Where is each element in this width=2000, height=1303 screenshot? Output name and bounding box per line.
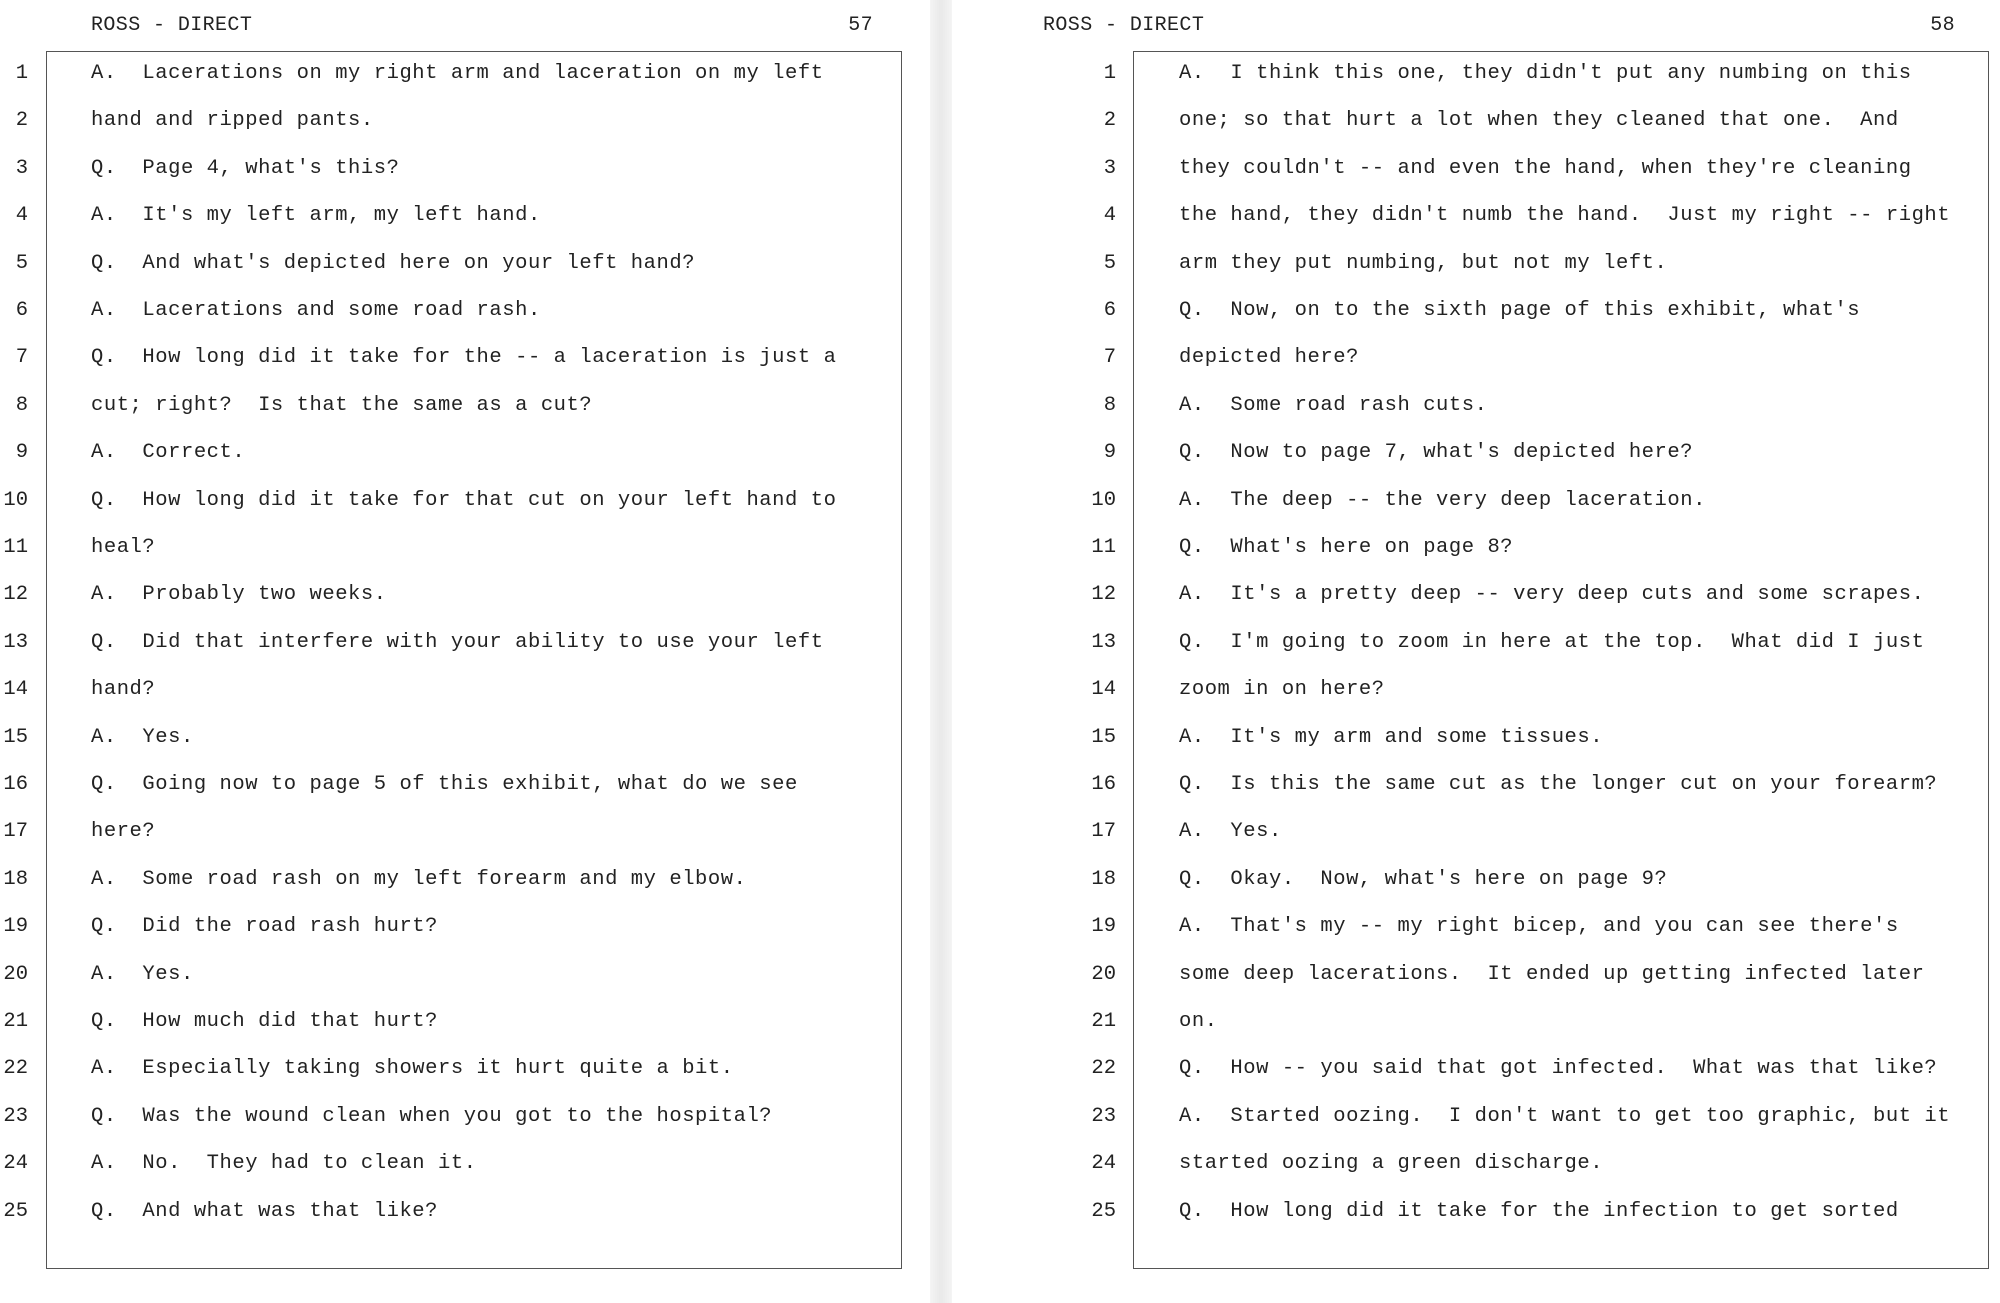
line-number: 14 bbox=[1091, 678, 1116, 702]
transcript-line bbox=[0, 193, 930, 239]
transcript-line bbox=[0, 952, 930, 998]
line-text: started oozing a green discharge. bbox=[1179, 1152, 1604, 1176]
transcript-line bbox=[952, 715, 2000, 761]
line-text: they couldn't -- and even the hand, when they're cleaning bbox=[1179, 156, 1912, 180]
line-number: 19 bbox=[3, 915, 28, 939]
line-text: cut; right? Is that the same as a cut? bbox=[91, 393, 593, 417]
line-text: A. No. They had to clean it. bbox=[91, 1152, 477, 1176]
line-number: 4 bbox=[15, 204, 28, 228]
line-number: 8 bbox=[15, 393, 28, 417]
line-text: Q. And what was that like? bbox=[91, 1199, 439, 1223]
transcript-line bbox=[952, 430, 2000, 476]
transcript-line bbox=[952, 762, 2000, 808]
line-text: Q. Okay. Now, what's here on page 9? bbox=[1179, 867, 1668, 891]
transcript-line bbox=[952, 98, 2000, 144]
line-number: 1 bbox=[15, 62, 28, 85]
transcript-page-58 bbox=[952, 0, 2000, 1303]
transcript-line bbox=[952, 1046, 2000, 1092]
line-text: A. Some road rash cuts. bbox=[1179, 393, 1488, 417]
line-number: 18 bbox=[3, 867, 28, 891]
line-number: 23 bbox=[1091, 1104, 1116, 1128]
line-number: 20 bbox=[3, 962, 28, 986]
line-text: arm they put numbing, but not my left. bbox=[1179, 251, 1668, 275]
line-number: 15 bbox=[3, 725, 28, 749]
transcript-line bbox=[0, 809, 930, 855]
transcript-line bbox=[952, 51, 2000, 97]
line-number: 12 bbox=[3, 583, 28, 607]
line-number: 3 bbox=[15, 156, 28, 180]
transcript-line bbox=[0, 715, 930, 761]
transcript-line bbox=[952, 857, 2000, 903]
transcript-line bbox=[952, 999, 2000, 1045]
line-number: 14 bbox=[3, 678, 28, 702]
line-text: heal? bbox=[91, 536, 156, 559]
transcript-line bbox=[0, 1189, 930, 1235]
line-text: Q. How -- you said that got infected. What was that like? bbox=[1179, 1057, 1938, 1081]
line-number: 12 bbox=[1091, 583, 1116, 607]
line-text: Q. How long did it take for the -- a laceration is just a bbox=[91, 346, 837, 370]
line-number: 10 bbox=[3, 488, 28, 512]
line-text: A. It's a pretty deep -- very deep cuts and some scrapes. bbox=[1179, 583, 1925, 607]
line-number: 10 bbox=[1091, 488, 1116, 512]
line-text: Q. Page 4, what's this? bbox=[91, 156, 400, 180]
line-text: A. Some road rash on my left forearm and my elbow. bbox=[91, 867, 747, 891]
transcript-line bbox=[952, 904, 2000, 950]
line-number: 22 bbox=[3, 1057, 28, 1081]
line-text: A. Lacerations on my right arm and laceration on my left bbox=[91, 62, 824, 85]
line-number: 21 bbox=[1091, 1010, 1116, 1033]
line-text: Q. Did that interfere with your ability to use your left bbox=[91, 630, 824, 654]
line-text: Q. I'm going to zoom in here at the top. What did I just bbox=[1179, 630, 1925, 654]
line-text: A. Probably two weeks. bbox=[91, 583, 387, 607]
transcript-line bbox=[952, 193, 2000, 239]
line-text: A. Correct. bbox=[91, 441, 246, 465]
line-number: 17 bbox=[1091, 820, 1116, 844]
line-number: 2 bbox=[15, 109, 28, 133]
transcript-line bbox=[952, 335, 2000, 381]
transcript-line bbox=[0, 98, 930, 144]
transcript-line bbox=[952, 620, 2000, 666]
line-number: 9 bbox=[15, 441, 28, 465]
transcript-line bbox=[0, 241, 930, 287]
transcript-line bbox=[0, 146, 930, 192]
line-text: here? bbox=[91, 820, 156, 844]
line-number: 16 bbox=[1091, 773, 1116, 796]
transcript-line bbox=[0, 335, 930, 381]
line-text: Q. How long did it take for that cut on your left hand to bbox=[91, 488, 837, 512]
page-divider bbox=[930, 0, 952, 1303]
line-text: A. The deep -- the very deep laceration. bbox=[1179, 488, 1706, 512]
transcript-line bbox=[0, 857, 930, 903]
line-text: A. Yes. bbox=[91, 725, 194, 749]
line-text: depicted here? bbox=[1179, 346, 1359, 370]
line-number: 24 bbox=[1091, 1152, 1116, 1176]
transcript-line bbox=[0, 383, 930, 429]
line-number: 11 bbox=[3, 536, 28, 559]
page-number: 58 bbox=[1930, 14, 1955, 37]
transcript-line bbox=[0, 999, 930, 1045]
line-number: 21 bbox=[3, 1010, 28, 1033]
transcript-line bbox=[952, 288, 2000, 334]
line-number: 13 bbox=[1091, 630, 1116, 654]
transcript-line bbox=[0, 288, 930, 334]
line-text: Q. Now to page 7, what's depicted here? bbox=[1179, 441, 1694, 465]
line-number: 15 bbox=[1091, 725, 1116, 749]
transcript-line bbox=[952, 1141, 2000, 1187]
transcript-page-57 bbox=[0, 0, 930, 1303]
line-number: 19 bbox=[1091, 915, 1116, 939]
line-text: A. It's my left arm, my left hand. bbox=[91, 204, 541, 228]
transcript-line bbox=[0, 1094, 930, 1140]
line-text: A. I think this one, they didn't put any numbing on this bbox=[1179, 62, 1912, 85]
transcript-line bbox=[0, 620, 930, 666]
transcript-line bbox=[0, 525, 930, 571]
line-number: 16 bbox=[3, 773, 28, 796]
line-text: Q. Did the road rash hurt? bbox=[91, 915, 439, 939]
line-text: zoom in on here? bbox=[1179, 678, 1385, 702]
transcript-line bbox=[952, 146, 2000, 192]
transcript-line bbox=[952, 383, 2000, 429]
line-number: 24 bbox=[3, 1152, 28, 1176]
line-text: Q. Is this the same cut as the longer cut on your forearm? bbox=[1179, 773, 1938, 796]
line-number: 6 bbox=[1103, 299, 1116, 322]
transcript-line bbox=[0, 572, 930, 618]
transcript-line bbox=[952, 1189, 2000, 1235]
line-number: 7 bbox=[1103, 346, 1116, 370]
line-number: 17 bbox=[3, 820, 28, 844]
transcript-line bbox=[952, 478, 2000, 524]
line-number: 3 bbox=[1103, 156, 1116, 180]
line-number: 13 bbox=[3, 630, 28, 654]
line-text: one; so that hurt a lot when they cleaned that one. And bbox=[1179, 109, 1899, 133]
line-text: on. bbox=[1179, 1010, 1218, 1033]
line-number: 25 bbox=[1091, 1199, 1116, 1223]
line-text: Q. Now, on to the sixth page of this exhibit, what's bbox=[1179, 299, 1861, 322]
line-text: Q. And what's depicted here on your left hand? bbox=[91, 251, 696, 275]
line-text: A. Especially taking showers it hurt quite a bit. bbox=[91, 1057, 734, 1081]
line-number: 1 bbox=[1103, 62, 1116, 85]
transcript-line bbox=[0, 904, 930, 950]
transcript-line bbox=[952, 241, 2000, 287]
line-text: A. Yes. bbox=[1179, 820, 1282, 844]
transcript-line bbox=[0, 667, 930, 713]
line-number: 25 bbox=[3, 1199, 28, 1223]
line-number: 7 bbox=[15, 346, 28, 370]
transcript-line bbox=[952, 1094, 2000, 1140]
line-number: 8 bbox=[1103, 393, 1116, 417]
line-number: 11 bbox=[1091, 536, 1116, 559]
line-text: A. Lacerations and some road rash. bbox=[91, 299, 541, 322]
line-number: 5 bbox=[15, 251, 28, 275]
line-number: 20 bbox=[1091, 962, 1116, 986]
transcript-line bbox=[952, 572, 2000, 618]
line-text: Q. Going now to page 5 of this exhibit, what do we see bbox=[91, 773, 798, 796]
line-text: A. Yes. bbox=[91, 962, 194, 986]
line-number: 5 bbox=[1103, 251, 1116, 275]
line-text: Q. What's here on page 8? bbox=[1179, 536, 1514, 559]
line-text: some deep lacerations. It ended up getting infected later bbox=[1179, 962, 1925, 986]
line-number: 4 bbox=[1103, 204, 1116, 228]
line-text: Q. Was the wound clean when you got to the hospital? bbox=[91, 1104, 773, 1128]
line-number: 2 bbox=[1103, 109, 1116, 133]
line-text: A. That's my -- my right bicep, and you can see there's bbox=[1179, 915, 1899, 939]
line-number: 6 bbox=[15, 299, 28, 322]
line-number: 22 bbox=[1091, 1057, 1116, 1081]
transcript-line bbox=[0, 478, 930, 524]
line-text: A. It's my arm and some tissues. bbox=[1179, 725, 1604, 749]
line-number: 23 bbox=[3, 1104, 28, 1128]
transcript-line bbox=[952, 952, 2000, 998]
transcript-line bbox=[0, 1046, 930, 1092]
line-number: 18 bbox=[1091, 867, 1116, 891]
page-number: 57 bbox=[848, 14, 873, 37]
transcript-line bbox=[0, 430, 930, 476]
line-text: hand? bbox=[91, 678, 156, 702]
line-text: Q. How long did it take for the infection to get sorted bbox=[1179, 1199, 1899, 1223]
page-header-title: ROSS - DIRECT bbox=[1043, 14, 1205, 37]
transcript-line bbox=[952, 667, 2000, 713]
transcript-line bbox=[0, 1141, 930, 1187]
transcript-line bbox=[952, 525, 2000, 571]
line-number: 9 bbox=[1103, 441, 1116, 465]
line-text: A. Started oozing. I don't want to get too graphic, but it bbox=[1179, 1104, 1951, 1128]
transcript-line bbox=[0, 51, 930, 97]
transcript-line bbox=[0, 762, 930, 808]
line-text: the hand, they didn't numb the hand. Just my right -- right bbox=[1179, 204, 1951, 228]
transcript-line bbox=[952, 809, 2000, 855]
line-text: Q. How much did that hurt? bbox=[91, 1010, 439, 1033]
line-text: hand and ripped pants. bbox=[91, 109, 374, 133]
page-header-title: ROSS - DIRECT bbox=[91, 14, 253, 37]
